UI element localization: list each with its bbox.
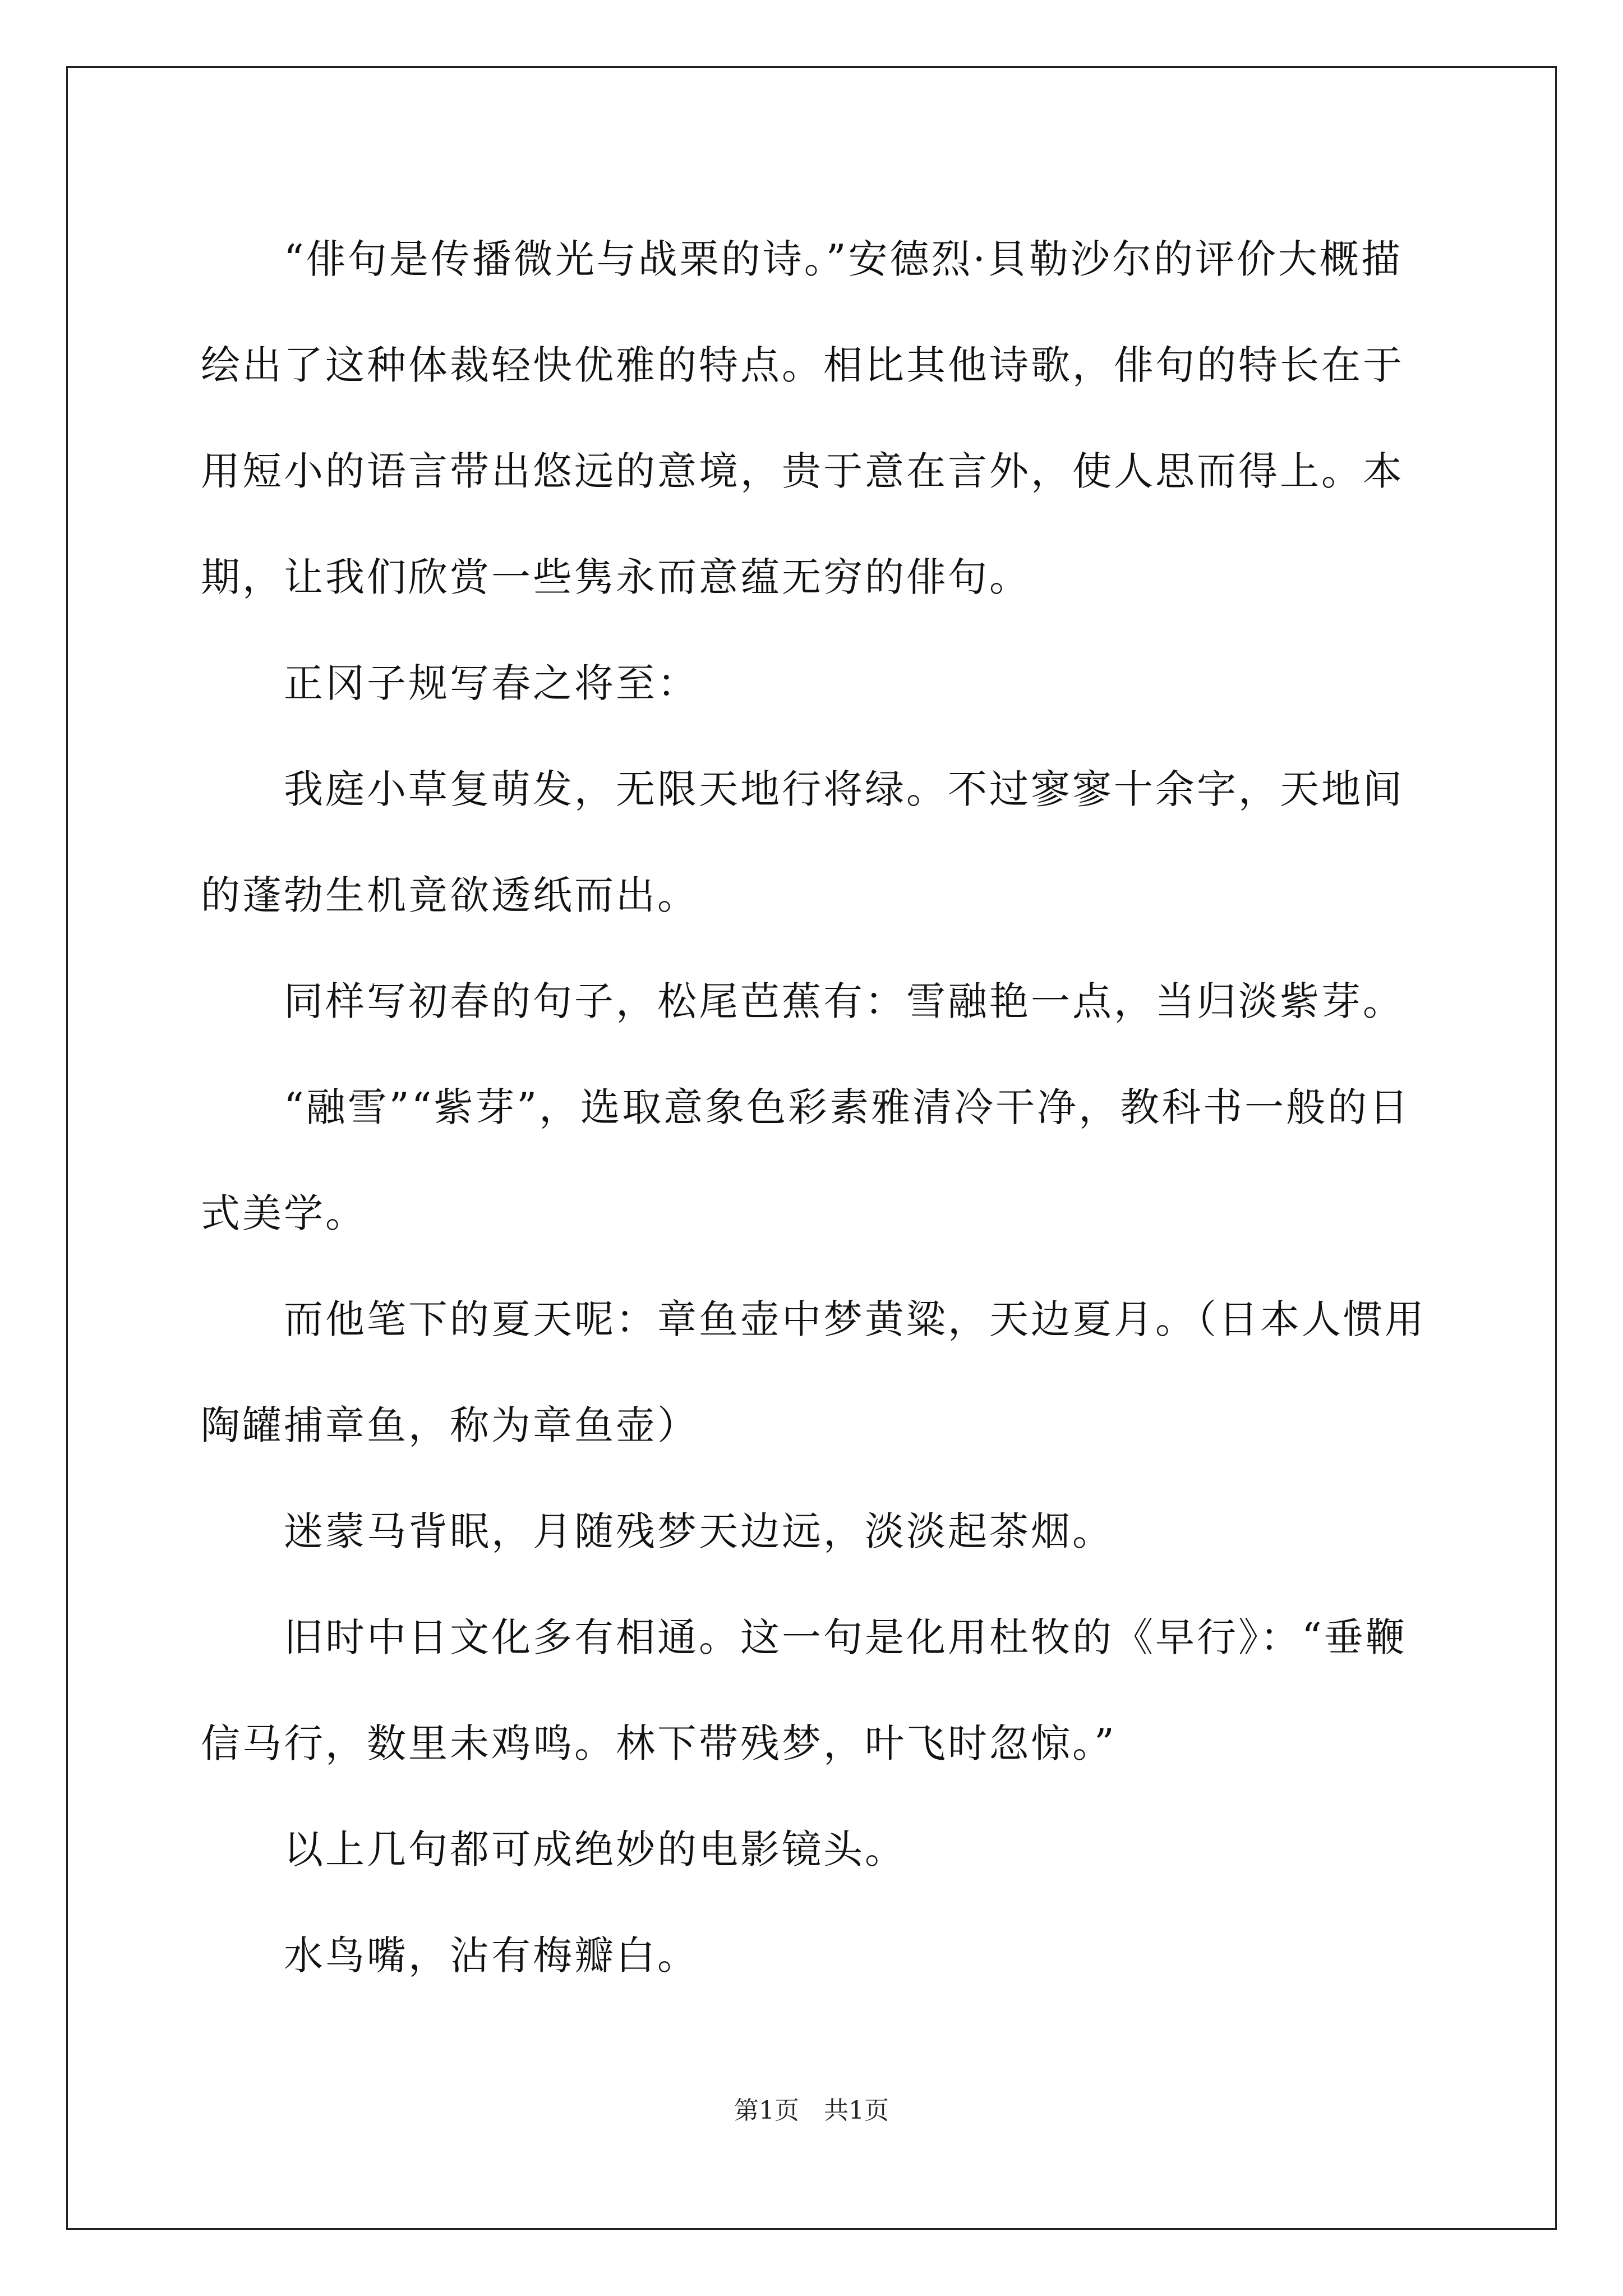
paragraph-7: 迷蒙马背眠，月随残梦天边远，淡淡起茶烟。 (284, 1508, 1114, 1554)
paragraph-4: 同样写初春的句子，松尾芭蕉有：雪融艳一点，当归淡紫芽。 (284, 978, 1404, 1024)
paragraph-6: 而他笔下的夏天呢：章鱼壶中梦黄粱，天边夏月。（日本人惯用陶罐捕章鱼，称为章鱼壶） (201, 1296, 1426, 1448)
paragraph-9: 以上几句都可成绝妙的电影镜头。 (284, 1826, 906, 1872)
paragraph-1: “俳句是传播微光与战栗的诗。”安德烈·貝勒沙尔的评价大概描绘出了这种体裁轻快优雅的特点。相比其他诗歌，俳句的特长在于用短小的语言带出悠远的意境，贵于意在言外，使人思而得上。本期，让我们欣赏一些隽永而意蕴无穷的俳句。 (201, 236, 1404, 600)
paragraph-8: 旧时中日文化多有相通。这一句是化用杜牧的《早行》：“垂鞭信马行，数里未鸡鸣。林下带残梦，叶飞时忽惊。” (201, 1614, 1407, 1766)
paragraph-10: 水鸟嘴，沾有梅瓣白。 (284, 1932, 699, 1978)
document-body (201, 206, 1441, 2009)
paragraph-3: 我庭小草复萌发，无限天地行将绿。不过寥寥十余字，天地间的蓬勃生机竟欲透纸而出。 (201, 766, 1404, 918)
paragraph-2: 正冈子规写春之将至： (284, 660, 699, 706)
paragraph-5: “融雪”“紫芽”，选取意象色彩素雅清冷干净，教科书一般的日式美学。 (201, 1084, 1411, 1236)
page-footer: 第1页 共1页 (734, 2096, 889, 2125)
